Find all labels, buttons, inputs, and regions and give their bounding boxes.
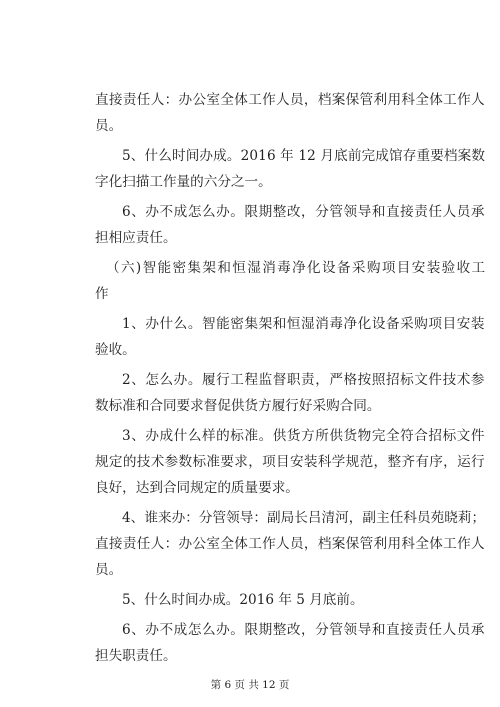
section-heading: 作 bbox=[95, 286, 109, 302]
text-line: 3、办成什么样的标准。供货方所供货物完全符合招标文件 bbox=[122, 428, 486, 444]
text-line: 良好，达到合同规定的质量要求。 bbox=[95, 480, 299, 496]
text-line: 规定的技术参数标准要求，项目安装科学规范，整齐有序，运行 bbox=[95, 454, 485, 470]
text-line: 字化扫描工作量的六分之一。 bbox=[95, 174, 272, 190]
text-line: 直接责任人：办公室全体工作人员，档案保管利用科全体工作人 bbox=[95, 536, 485, 552]
page-number-footer: 第 6 页 共 12 页 bbox=[210, 679, 290, 691]
text-line: 数标准和合同要求督促供货方履行好采购合同。 bbox=[95, 398, 381, 414]
text-line: 2、怎么办。履行工程监督职责，严格按照招标文件技术参 bbox=[122, 372, 486, 388]
section-heading: （六)智能密集架和恒湿消毒净化设备采购项目安装验收工 bbox=[106, 260, 487, 276]
text-line: 6、办不成怎么办。限期整改，分管领导和直接责任人员承 bbox=[122, 204, 486, 220]
text-line: 5、什么时间办成。2016 年 12 月底前完成馆存重要档案数 bbox=[122, 148, 486, 164]
text-line: 担相应责任。 bbox=[95, 230, 177, 246]
text-line: 4、谁来办：分管领导：副局长吕清河，副主任科员苑晓莉； bbox=[122, 510, 486, 526]
text-line: 6、办不成怎么办。限期整改，分管领导和直接责任人员承 bbox=[122, 622, 486, 638]
text-line: 担失职责任。 bbox=[95, 648, 177, 664]
text-line: 员。 bbox=[95, 562, 123, 578]
text-line: 直接责任人：办公室全体工作人员，档案保管利用科全体工作人 bbox=[95, 92, 485, 108]
text-line: 员。 bbox=[95, 118, 123, 134]
text-line: 5、什么时间办成。2016 年 5 月底前。 bbox=[122, 592, 364, 608]
text-line: 验收。 bbox=[95, 342, 136, 358]
text-line: 1、办什么。智能密集架和恒湿消毒净化设备采购项目安装 bbox=[122, 316, 486, 332]
